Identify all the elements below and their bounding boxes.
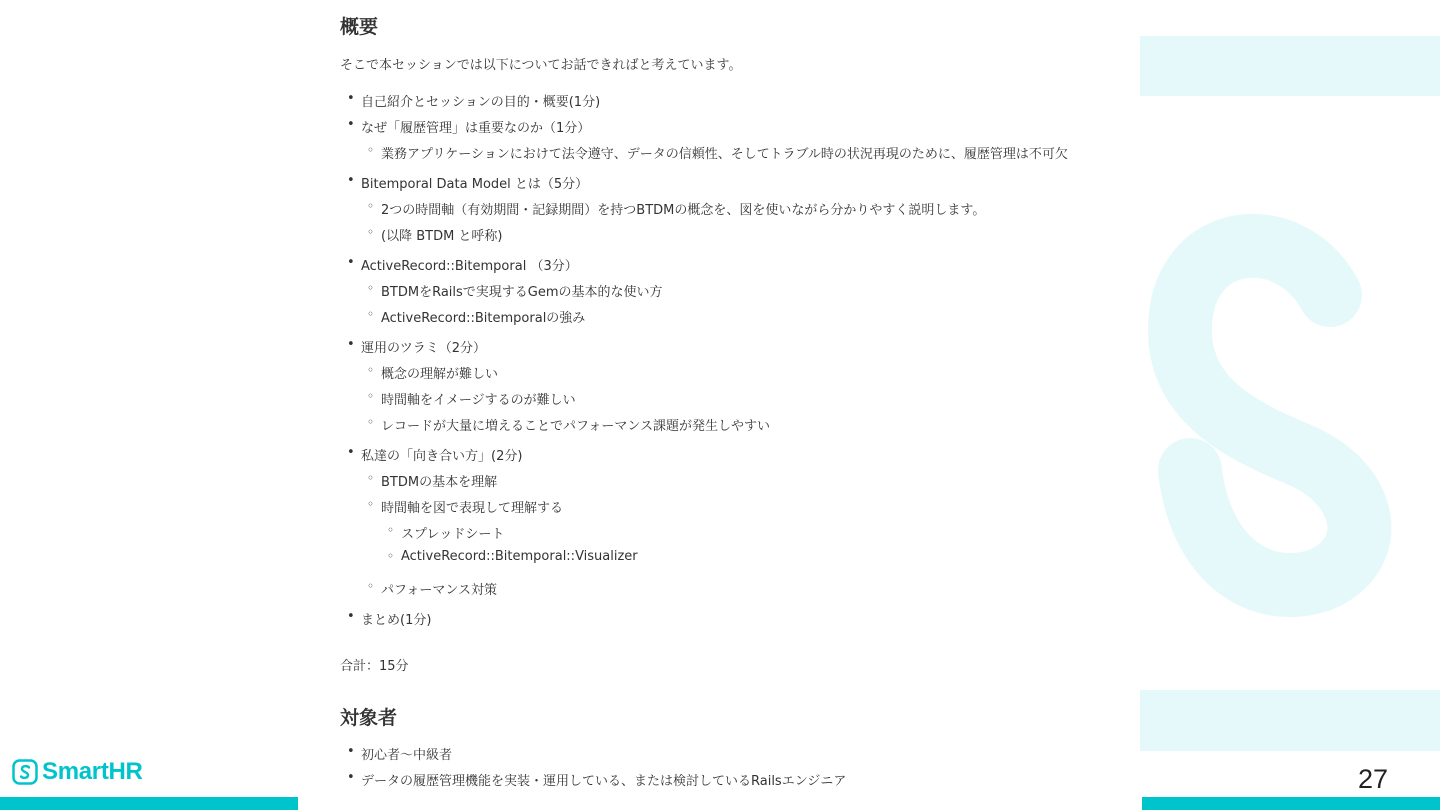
section-title-audience: 対象者 [340, 707, 398, 729]
list-item: ◦ パフォーマンス対策 [381, 579, 497, 598]
logo-text: SmartHR [42, 758, 143, 785]
background-decoration [1140, 0, 1440, 810]
intro-text: そこで本セッションでは以下についてお話できればと考えています。 [340, 58, 742, 73]
bullet-icon [347, 609, 355, 624]
list-item: ◦ 時間軸を図で表現して理解する [381, 497, 563, 516]
bullet-icon [367, 225, 374, 240]
list-item: • なぜ「履歴管理」は重要なのか（1分） [361, 117, 590, 136]
section-title-overview: 概要 [340, 16, 379, 38]
list-item: ◦ ActiveRecord::Bitemporalの強み [381, 307, 585, 326]
bullet-icon [347, 91, 355, 106]
list-item: ◦ スプレッドシート [401, 523, 504, 542]
logo-watermark-shape [1140, 0, 1440, 810]
bullet-icon [387, 549, 394, 564]
list-item: • ActiveRecord::Bitemporal （3分） [361, 255, 578, 274]
bullet-icon [367, 389, 374, 404]
list-item: ◦ ActiveRecord::Bitemporal::Visualizer [401, 549, 638, 564]
list-item: • 初心者〜中級者 [361, 744, 452, 763]
bullet-icon [347, 173, 355, 188]
bullet-icon [367, 363, 374, 378]
slide-content [340, 10, 1130, 800]
bullet-icon [367, 143, 374, 158]
list-item: ◦ レコードが大量に増えることでパフォーマンス課題が発生しやすい [381, 415, 770, 434]
list-item: • Bitemporal Data Model とは（5分） [361, 173, 588, 192]
bullet-icon [347, 337, 355, 352]
list-item: • 運用のツラミ（2分） [361, 337, 486, 356]
smarthr-logo [12, 758, 143, 786]
bullet-icon [367, 281, 374, 296]
list-item: • データの履歴管理機能を実装・運用している、または検討しているRailsエンジニア [361, 770, 846, 789]
total-time: 合計：15分 [340, 659, 409, 674]
footer-bar-left [0, 797, 298, 810]
bullet-icon [347, 117, 355, 132]
list-item: ◦ 業務アプリケーションにおけて法令遵守、データの信頼性、そしてトラブル時の状況再現のために、履歴管理は不可欠 [381, 143, 1068, 162]
bullet-icon [387, 523, 394, 538]
list-item: • まとめ(1分) [361, 609, 431, 628]
list-item: ◦ BTDMをRailsで実現するGemの基本的な使い方 [381, 281, 663, 300]
bullet-icon [367, 307, 374, 322]
bullet-icon [367, 199, 374, 214]
bullet-icon [347, 445, 355, 460]
list-item: ◦ BTDMの基本を理解 [381, 471, 497, 490]
bullet-icon [367, 415, 374, 430]
list-item: ◦ (以降 BTDM と呼称) [381, 225, 503, 244]
list-item: • 自己紹介とセッションの目的・概要(1分) [361, 91, 600, 110]
list-item: ◦ 2つの時間軸（有効期間・記録期間）を持つBTDMの概念を、図を使いながら分かりやすく説明します。 [381, 199, 985, 218]
page-number: 27 [1358, 764, 1389, 794]
list-item: • 私達の「向き合い方」(2分) [361, 445, 522, 464]
bullet-icon [347, 744, 355, 759]
bullet-icon [367, 497, 374, 512]
footer-bar-right [1142, 797, 1440, 810]
list-item: ◦ 時間軸をイメージするのが難しい [381, 389, 576, 408]
logo-mark-icon [12, 759, 38, 785]
list-item: ◦ 概念の理解が難しい [381, 363, 498, 382]
bullet-icon [347, 255, 355, 270]
bullet-icon [347, 770, 355, 785]
bullet-icon [367, 579, 374, 594]
bullet-icon [367, 471, 374, 486]
